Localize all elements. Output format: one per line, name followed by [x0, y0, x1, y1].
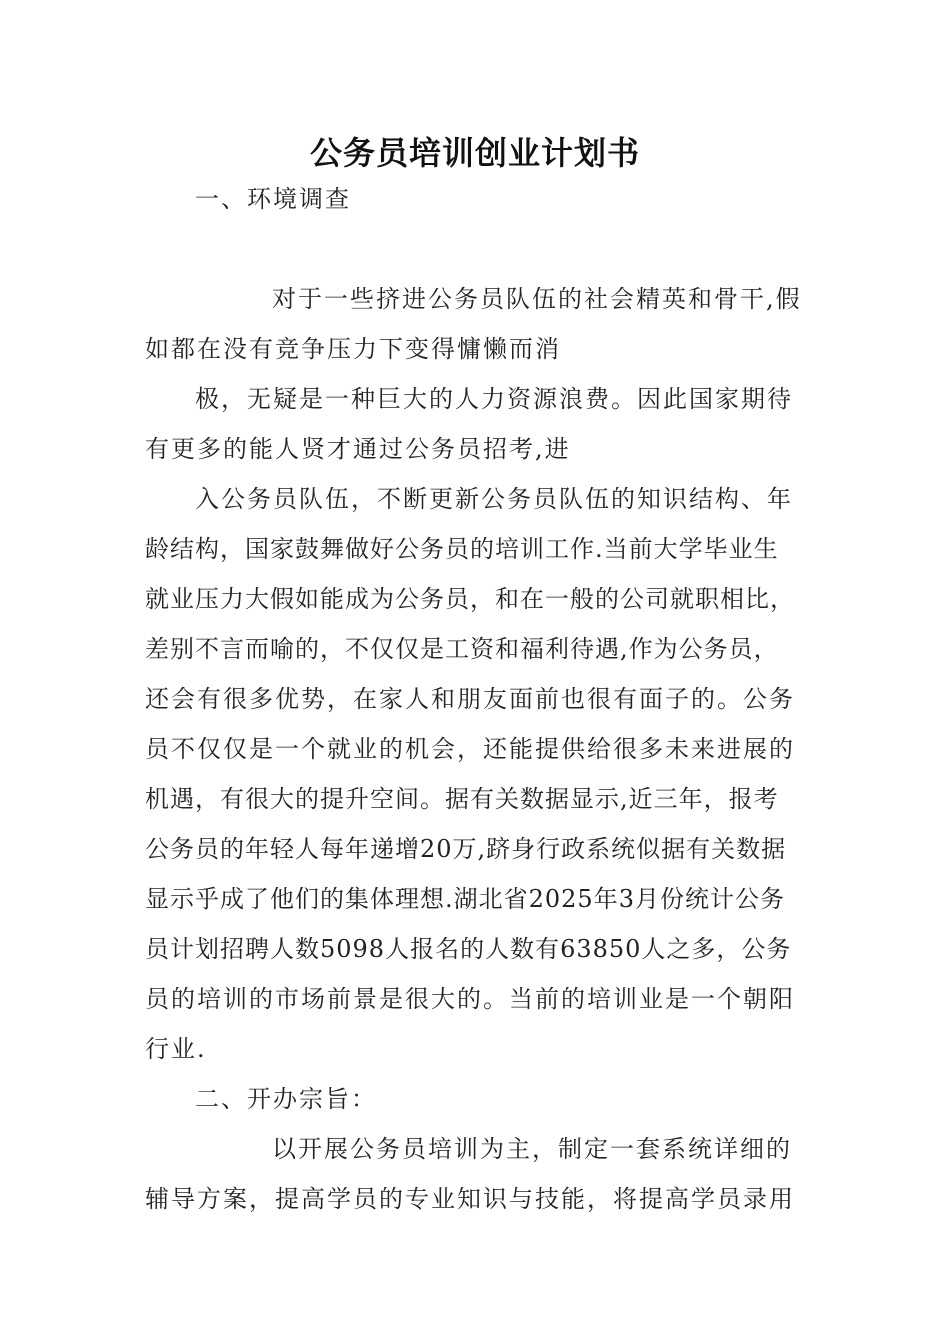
paragraph-line: 显示乎成了他们的集体理想.湖北省2025年3月份统计公务: [145, 885, 785, 913]
paragraph-line: 还会有很多优势，在家人和朋友面前也很有面子的。公务: [145, 685, 795, 713]
paragraph-line: 差别不言而喻的，不仅仅是工资和福利待遇,作为公务员，: [145, 635, 779, 663]
paragraph-line: 辅导方案，提高学员的专业知识与技能，将提高学员录用: [145, 1185, 795, 1213]
paragraph-line: 公务员的年轻人每年递增20万,跻身行政系统似据有关数据: [145, 835, 787, 863]
document-title: 公务员培训创业计划书: [309, 134, 640, 172]
paragraph-line: 有更多的能人贤才通过公务员招考,进: [145, 435, 571, 463]
paragraph-line: 极，无疑是一种巨大的人力资源浪费。因此国家期待: [195, 385, 793, 413]
paragraph-line: 龄结构，国家鼓舞做好公务员的培训工作.当前大学毕业生: [145, 535, 779, 563]
paragraph-line: 以开展公务员培训为主，制定一套系统详细的: [272, 1135, 792, 1163]
paragraph-line: 员的培训的市场前景是很大的。当前的培训业是一个朝阳: [145, 985, 795, 1013]
paragraph-line: 就业压力大假如能成为公务员，和在一般的公司就职相比，: [145, 585, 795, 613]
paragraph-line: 如都在没有竞争压力下变得慵懒而消: [145, 335, 561, 363]
section-1-heading: 一、环境调查: [195, 185, 351, 213]
paragraph-line: 对于一些挤进公务员队伍的社会精英和骨干,假: [272, 285, 802, 313]
paragraph-line: 机遇，有很大的提升空间。据有关数据显示,近三年，报考: [145, 785, 779, 813]
paragraph-line: 入公务员队伍，不断更新公务员队伍的知识结构、年: [195, 485, 793, 513]
paragraph-line: 员计划招聘人数5098人报名的人数有63850人之多，公务: [145, 935, 792, 963]
section-2-heading: 二、开办宗旨：: [195, 1085, 377, 1113]
paragraph-line: 行业.: [145, 1035, 207, 1063]
paragraph-line: 员不仅仅是一个就业的机会，还能提供给很多未来进展的: [145, 735, 795, 763]
